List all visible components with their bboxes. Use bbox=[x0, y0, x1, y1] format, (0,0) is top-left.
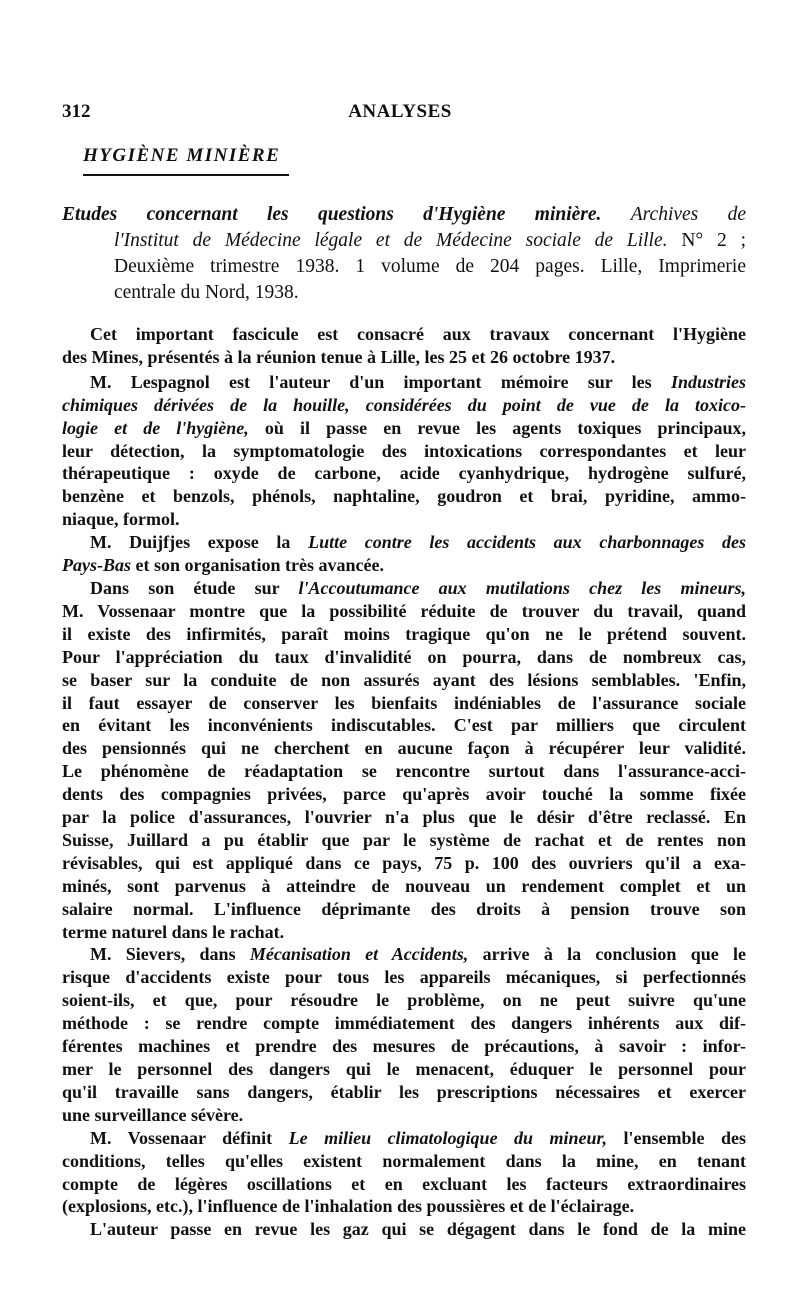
section-underline bbox=[83, 174, 289, 176]
text-line: M. Lespagnol est l'auteur d'un important mémoire sur les Industries bbox=[90, 371, 746, 392]
text-line: Pays-Bas et son organisation très avancée. bbox=[62, 555, 384, 576]
text-line: mer le personnel des dangers qui le menacent, éduquer le personnel pour bbox=[62, 1059, 746, 1079]
reference-number: N° 2 ; bbox=[681, 230, 746, 251]
text-line: (explosions, etc.), l'influence de l'inhalation des poussières et de l'éclairage. bbox=[62, 1196, 635, 1217]
text-line: conditions, telles qu'elles existent normalement dans la mine, en tenant bbox=[62, 1150, 746, 1171]
text-line: L'auteur passe en revue les gaz qui se dégagent dans le fond de la mine bbox=[90, 1219, 746, 1240]
reference-line: Deuxième trimestre 1938. 1 volume de 204 pages. Lille, Imprimerie bbox=[114, 256, 746, 277]
reference-institute: l'Institut de Médecine légale et de Médecine sociale de Lille. bbox=[114, 230, 668, 251]
work-title: Lutte contre les accidents aux charbonnages des bbox=[308, 532, 747, 553]
text-line: en évitant les inconvénients indiscutables. C'est par milliers que circulent bbox=[62, 715, 746, 736]
text-line: par la police d'assurances, l'ouvrier n'a plus que le désir d'être reclassé. En bbox=[62, 807, 746, 828]
text-line: méthode : se rendre compte immédiatement des dangers inhérents aux dif- bbox=[62, 1013, 746, 1034]
text-line: leur détection, la symptomatologie des intoxications correspondantes et leur bbox=[62, 440, 746, 461]
page-number: 312 bbox=[62, 101, 91, 122]
work-title: Pays-Bas bbox=[62, 555, 131, 576]
text-line: M. Vossenaar définit Le milieu climatologique du mineur, l'ensemble des bbox=[90, 1127, 747, 1148]
work-title: Industries bbox=[670, 371, 746, 392]
work-title: Mécanisation et Accidents, bbox=[249, 944, 469, 965]
text-line: Cet important fascicule est consacré aux travaux concernant l'Hygiène bbox=[90, 324, 746, 344]
article-body bbox=[62, 323, 746, 1241]
text-line: Le phénomène de réadaptation se rencontre surtout dans l'assurance-acci- bbox=[62, 761, 746, 782]
running-head: ANALYSES bbox=[348, 101, 452, 122]
text-line: dents des compagnies privées, parce qu'après avoir touché la somme fixée bbox=[62, 784, 746, 805]
text-line: terme naturel dans le rachat. bbox=[62, 921, 285, 942]
text-line: Suisse, Juillard a pu établir que par le système de rachat et de rentes non bbox=[62, 829, 746, 850]
bibliographic-reference bbox=[62, 202, 746, 306]
text-line: M. Vossenaar montre que la possibilité réduite de trouver du travail, quand bbox=[62, 600, 746, 621]
reference-archives: Archives de bbox=[630, 204, 747, 225]
work-title: Le milieu climatologique du mineur, bbox=[288, 1127, 608, 1148]
text-line: risque d'accidents existe pour tous les appareils mécaniques, si perfectionnés bbox=[62, 967, 746, 988]
work-title: logie et de l'hygiène, bbox=[62, 417, 249, 438]
work-title: chimiques dérivées de la houille, considérées du point de vue de la toxico- bbox=[62, 394, 746, 415]
text-line: minés, sont parvenus à atteindre de nouveau un rendement complet et un bbox=[62, 875, 746, 896]
text-line: qu'il travaille sans dangers, établir les prescriptions nécessaires et exercer bbox=[62, 1081, 746, 1102]
text-line: thérapeutique : oxyde de carbone, acide cyanhydrique, hydrogène sulfuré, bbox=[62, 463, 746, 484]
text-line: des Mines, présentés à la réunion tenue à Lille, les 25 et 26 octobre 1937. bbox=[62, 346, 616, 367]
text-line: compte de légères oscillations et en excluant les facteurs extraordinaires bbox=[62, 1173, 746, 1194]
text-line: salaire normal. L'influence déprimante des droits à pension trouve son bbox=[62, 898, 746, 919]
text-line: M. Duijfjes expose la Lutte contre les accidents aux charbonnages des bbox=[90, 532, 747, 553]
work-title: l'Accoutumance aux mutilations chez les mineurs, bbox=[298, 577, 746, 598]
text-line: soient-ils, et que, pour résoudre le problème, on ne peut suivre qu'une bbox=[62, 990, 746, 1011]
section-title: HYGIÈNE MINIÈRE bbox=[83, 145, 281, 166]
text-line: Pour l'appréciation du taux d'invalidité on pourra, dans de nombreux cas, bbox=[62, 646, 746, 667]
text-line bbox=[62, 394, 746, 417]
text-line: Dans son étude sur l'Accoutumance aux mutilations chez les mineurs, bbox=[90, 577, 746, 598]
text-line: une surveillance sévère. bbox=[62, 1104, 244, 1125]
text-line: révisables, qui est appliqué dans ce pays, 75 p. 100 des ouvriers qu'il a exa- bbox=[62, 852, 746, 873]
reference-line bbox=[62, 202, 746, 228]
reference-title: Etudes concernant les questions d'Hygiène minière. bbox=[62, 204, 602, 225]
text-line: des pensionnés qui ne cherchent en aucune façon à récupérer leur validité. bbox=[62, 738, 746, 759]
text-line: férentes machines et prendre des mesures de précautions, à savoir : infor- bbox=[62, 1036, 746, 1057]
text-line: niaque, formol. bbox=[62, 509, 180, 530]
reference-line bbox=[62, 228, 746, 254]
text-line: se baser sur la conduite de non assurés ayant des lésions semblables. 'Enfin, bbox=[62, 669, 746, 690]
text-line: il existe des infirmités, paraît moins tragique qu'on ne le prétend souvent. bbox=[62, 623, 746, 644]
text-line: il faut essayer de conserver les bienfaits indéniables de l'assurance sociale bbox=[62, 692, 746, 713]
text-line: M. Sievers, dans Mécanisation et Accidents, arrive à la conclusion que le bbox=[90, 944, 747, 965]
text-line: logie et de l'hygiène, où il passe en revue les agents toxiques principaux, bbox=[62, 417, 746, 438]
reference-line: centrale du Nord, 1938. bbox=[114, 282, 299, 303]
text-line: benzène et benzols, phénols, naphtaline, goudron et brai, pyridine, ammo- bbox=[62, 486, 746, 507]
